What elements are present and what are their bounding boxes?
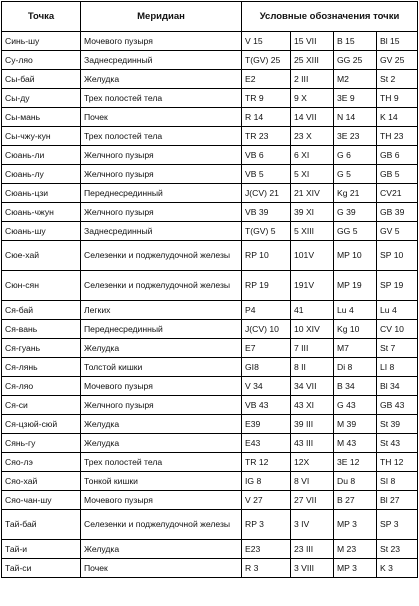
designation-2-cell: 191V xyxy=(291,271,334,301)
point-cell: Ся-гуань xyxy=(2,339,81,358)
designation-4-cell: TH 9 xyxy=(377,89,418,108)
designation-2-cell: 34 VII xyxy=(291,377,334,396)
meridian-cell: Заднесрединный xyxy=(81,222,242,241)
designation-4-cell: SP 10 xyxy=(377,241,418,271)
meridian-cell: Селезенки и поджелудочной железы xyxy=(81,241,242,271)
designation-4-cell: SI 8 xyxy=(377,472,418,491)
designation-1-cell: VB 5 xyxy=(242,165,291,184)
designation-1-cell: R 14 xyxy=(242,108,291,127)
designation-3-cell: MP 19 xyxy=(334,271,377,301)
designation-2-cell: 12X xyxy=(291,453,334,472)
designation-2-cell: 43 XI xyxy=(291,396,334,415)
meridian-cell: Тонкой кишки xyxy=(81,472,242,491)
designation-1-cell: IG 8 xyxy=(242,472,291,491)
table-row xyxy=(2,320,418,339)
meridian-cell: Желудка xyxy=(81,415,242,434)
table-row xyxy=(2,51,418,70)
meridian-cell: Желудка xyxy=(81,434,242,453)
meridian-cell: Желудка xyxy=(81,339,242,358)
designation-1-cell: V 34 xyxy=(242,377,291,396)
designation-1-cell: R 3 xyxy=(242,559,291,578)
header-row xyxy=(2,2,418,32)
designation-4-cell: St 39 xyxy=(377,415,418,434)
point-cell: Сюань-чжун xyxy=(2,203,81,222)
designation-4-cell: CV21 xyxy=(377,184,418,203)
table-row xyxy=(2,241,418,271)
designation-2-cell: 7 III xyxy=(291,339,334,358)
point-cell: Сюн-сян xyxy=(2,271,81,301)
designation-4-cell: Bl 34 xyxy=(377,377,418,396)
meridian-cell: Переднесрединный xyxy=(81,184,242,203)
designation-3-cell: N 14 xyxy=(334,108,377,127)
meridian-cell: Трех полостей тела xyxy=(81,127,242,146)
designation-2-cell: 43 III xyxy=(291,434,334,453)
designation-4-cell: Bl 15 xyxy=(377,32,418,51)
meridian-cell: Переднесрединный xyxy=(81,320,242,339)
designation-1-cell: VB 39 xyxy=(242,203,291,222)
table-row xyxy=(2,222,418,241)
meridian-cell: Почек xyxy=(81,108,242,127)
designation-1-cell: E2 xyxy=(242,70,291,89)
designation-4-cell: St 23 xyxy=(377,540,418,559)
point-cell: Ся-лянь xyxy=(2,358,81,377)
point-cell: Сюань-лу xyxy=(2,165,81,184)
designation-2-cell: 39 III xyxy=(291,415,334,434)
designation-1-cell: E43 xyxy=(242,434,291,453)
designation-1-cell: TR 12 xyxy=(242,453,291,472)
designation-3-cell: 3E 9 xyxy=(334,89,377,108)
point-cell: Ся-ляо xyxy=(2,377,81,396)
meridian-cell: Толстой кишки xyxy=(81,358,242,377)
table-row xyxy=(2,415,418,434)
table-row xyxy=(2,146,418,165)
designation-1-cell: E7 xyxy=(242,339,291,358)
point-cell: Ся-си xyxy=(2,396,81,415)
designation-3-cell: B 34 xyxy=(334,377,377,396)
table-row xyxy=(2,165,418,184)
designation-3-cell: G 6 xyxy=(334,146,377,165)
designation-3-cell: M2 xyxy=(334,70,377,89)
header-point: Точка xyxy=(2,2,81,32)
designation-2-cell: 8 VI xyxy=(291,472,334,491)
designation-4-cell: Lu 4 xyxy=(377,301,418,320)
meridian-cell: Селезенки и поджелудочной железы xyxy=(81,271,242,301)
designation-4-cell: SP 19 xyxy=(377,271,418,301)
designation-1-cell: E23 xyxy=(242,540,291,559)
designation-4-cell: CV 10 xyxy=(377,320,418,339)
designation-3-cell: G 39 xyxy=(334,203,377,222)
designation-3-cell: MP 3 xyxy=(334,510,377,540)
meridian-cell: Трех полостей тела xyxy=(81,453,242,472)
table-row xyxy=(2,377,418,396)
point-cell: Тай-си xyxy=(2,559,81,578)
point-cell: Сянь-гу xyxy=(2,434,81,453)
designation-4-cell: GB 6 xyxy=(377,146,418,165)
table-row xyxy=(2,540,418,559)
designation-1-cell: V 27 xyxy=(242,491,291,510)
designation-3-cell: Kg 21 xyxy=(334,184,377,203)
designation-4-cell: SP 3 xyxy=(377,510,418,540)
point-cell: Сюань-цзи xyxy=(2,184,81,203)
designation-4-cell: GV 25 xyxy=(377,51,418,70)
designation-3-cell: Du 8 xyxy=(334,472,377,491)
designation-2-cell: 23 III xyxy=(291,540,334,559)
designation-4-cell: GV 5 xyxy=(377,222,418,241)
table-row xyxy=(2,472,418,491)
point-cell: Сюань-ли xyxy=(2,146,81,165)
designation-2-cell: 6 XI xyxy=(291,146,334,165)
designation-3-cell: B 15 xyxy=(334,32,377,51)
table-row xyxy=(2,32,418,51)
designation-2-cell: 39 XI xyxy=(291,203,334,222)
designation-1-cell: TR 9 xyxy=(242,89,291,108)
meridian-cell: Легких xyxy=(81,301,242,320)
designation-3-cell: M7 xyxy=(334,339,377,358)
designation-2-cell: 101V xyxy=(291,241,334,271)
table-row xyxy=(2,358,418,377)
meridian-cell: Трех полостей тела xyxy=(81,89,242,108)
table-row xyxy=(2,491,418,510)
designation-3-cell: MP 3 xyxy=(334,559,377,578)
point-cell: Синь-шу xyxy=(2,32,81,51)
designation-4-cell: TH 12 xyxy=(377,453,418,472)
designation-2-cell: 21 XIV xyxy=(291,184,334,203)
designation-4-cell: K 14 xyxy=(377,108,418,127)
designation-3-cell: M 23 xyxy=(334,540,377,559)
designation-2-cell: 9 X xyxy=(291,89,334,108)
designation-3-cell: G 5 xyxy=(334,165,377,184)
designation-1-cell: P4 xyxy=(242,301,291,320)
meridian-cell: Мочевого пузыря xyxy=(81,377,242,396)
designation-4-cell: Bl 27 xyxy=(377,491,418,510)
designation-1-cell: RP 10 xyxy=(242,241,291,271)
designation-1-cell: E39 xyxy=(242,415,291,434)
designation-2-cell: 14 VII xyxy=(291,108,334,127)
table-row xyxy=(2,108,418,127)
point-cell: Сяо-чан-шу xyxy=(2,491,81,510)
point-cell: Ся-бай xyxy=(2,301,81,320)
designation-1-cell: RP 3 xyxy=(242,510,291,540)
point-cell: Тай-и xyxy=(2,540,81,559)
designation-2-cell: 8 II xyxy=(291,358,334,377)
table-row xyxy=(2,184,418,203)
designation-3-cell: Kg 10 xyxy=(334,320,377,339)
point-cell: Сюе-хай xyxy=(2,241,81,271)
designation-4-cell: GB 43 xyxy=(377,396,418,415)
table-row xyxy=(2,434,418,453)
table-row xyxy=(2,203,418,222)
designation-2-cell: 27 VII xyxy=(291,491,334,510)
meridian-cell: Заднесрединный xyxy=(81,51,242,70)
point-cell: Сы-бай xyxy=(2,70,81,89)
designation-1-cell: GI8 xyxy=(242,358,291,377)
point-cell: Тай-бай xyxy=(2,510,81,540)
header-designations: Условные обозначения точки xyxy=(242,2,418,32)
header-meridian: Меридиан xyxy=(81,2,242,32)
designation-3-cell: B 27 xyxy=(334,491,377,510)
designation-2-cell: 41 xyxy=(291,301,334,320)
point-cell: Ся-цзюй-сюй xyxy=(2,415,81,434)
meridian-cell: Желудка xyxy=(81,540,242,559)
designation-4-cell: TH 23 xyxy=(377,127,418,146)
designation-4-cell: K 3 xyxy=(377,559,418,578)
designation-4-cell: LI 8 xyxy=(377,358,418,377)
point-cell: Сюань-шу xyxy=(2,222,81,241)
table-row xyxy=(2,453,418,472)
point-cell: Сяо-хай xyxy=(2,472,81,491)
meridian-points-table xyxy=(1,1,418,578)
table-row xyxy=(2,89,418,108)
point-cell: Су-ляо xyxy=(2,51,81,70)
designation-2-cell: 25 XIII xyxy=(291,51,334,70)
designation-3-cell: M 39 xyxy=(334,415,377,434)
designation-4-cell: GB 5 xyxy=(377,165,418,184)
meridian-cell: Желчного пузыря xyxy=(81,146,242,165)
designation-3-cell: 3E 23 xyxy=(334,127,377,146)
point-cell: Сяо-лэ xyxy=(2,453,81,472)
table-row xyxy=(2,559,418,578)
point-cell: Сы-чжу-кун xyxy=(2,127,81,146)
designation-2-cell: 3 VIII xyxy=(291,559,334,578)
designation-4-cell: St 43 xyxy=(377,434,418,453)
designation-2-cell: 5 XI xyxy=(291,165,334,184)
designation-3-cell: Di 8 xyxy=(334,358,377,377)
designation-1-cell: J(CV) 10 xyxy=(242,320,291,339)
designation-3-cell: 3E 12 xyxy=(334,453,377,472)
designation-4-cell: St 2 xyxy=(377,70,418,89)
meridian-cell: Желчного пузыря xyxy=(81,165,242,184)
table-body xyxy=(2,32,418,578)
meridian-cell: Почек xyxy=(81,559,242,578)
designation-1-cell: TR 23 xyxy=(242,127,291,146)
meridian-cell: Мочевого пузыря xyxy=(81,491,242,510)
designation-4-cell: St 7 xyxy=(377,339,418,358)
point-cell: Ся-вань xyxy=(2,320,81,339)
meridian-cell: Желчного пузыря xyxy=(81,203,242,222)
meridian-cell: Мочевого пузыря xyxy=(81,32,242,51)
table-row xyxy=(2,271,418,301)
point-cell: Сы-мань xyxy=(2,108,81,127)
table-row xyxy=(2,70,418,89)
table-row xyxy=(2,339,418,358)
designation-3-cell: MP 10 xyxy=(334,241,377,271)
designation-2-cell: 3 IV xyxy=(291,510,334,540)
point-cell: Сы-ду xyxy=(2,89,81,108)
designation-1-cell: J(CV) 21 xyxy=(242,184,291,203)
designation-2-cell: 2 III xyxy=(291,70,334,89)
designation-1-cell: V 15 xyxy=(242,32,291,51)
designation-4-cell: GB 39 xyxy=(377,203,418,222)
table-row xyxy=(2,510,418,540)
table-row xyxy=(2,127,418,146)
table-row xyxy=(2,396,418,415)
designation-1-cell: RP 19 xyxy=(242,271,291,301)
table-row xyxy=(2,301,418,320)
designation-3-cell: G 43 xyxy=(334,396,377,415)
meridian-cell: Селезенки и поджелудочной железы xyxy=(81,510,242,540)
designation-3-cell: M 43 xyxy=(334,434,377,453)
meridian-cell: Желчного пузыря xyxy=(81,396,242,415)
designation-1-cell: T(GV) 25 xyxy=(242,51,291,70)
designation-3-cell: Lu 4 xyxy=(334,301,377,320)
meridian-cell: Желудка xyxy=(81,70,242,89)
designation-2-cell: 15 VII xyxy=(291,32,334,51)
designation-2-cell: 23 X xyxy=(291,127,334,146)
designation-1-cell: T(GV) 5 xyxy=(242,222,291,241)
designation-2-cell: 5 XIII xyxy=(291,222,334,241)
designation-3-cell: GG 5 xyxy=(334,222,377,241)
designation-3-cell: GG 25 xyxy=(334,51,377,70)
designation-1-cell: VB 6 xyxy=(242,146,291,165)
designation-2-cell: 10 XIV xyxy=(291,320,334,339)
designation-1-cell: VB 43 xyxy=(242,396,291,415)
